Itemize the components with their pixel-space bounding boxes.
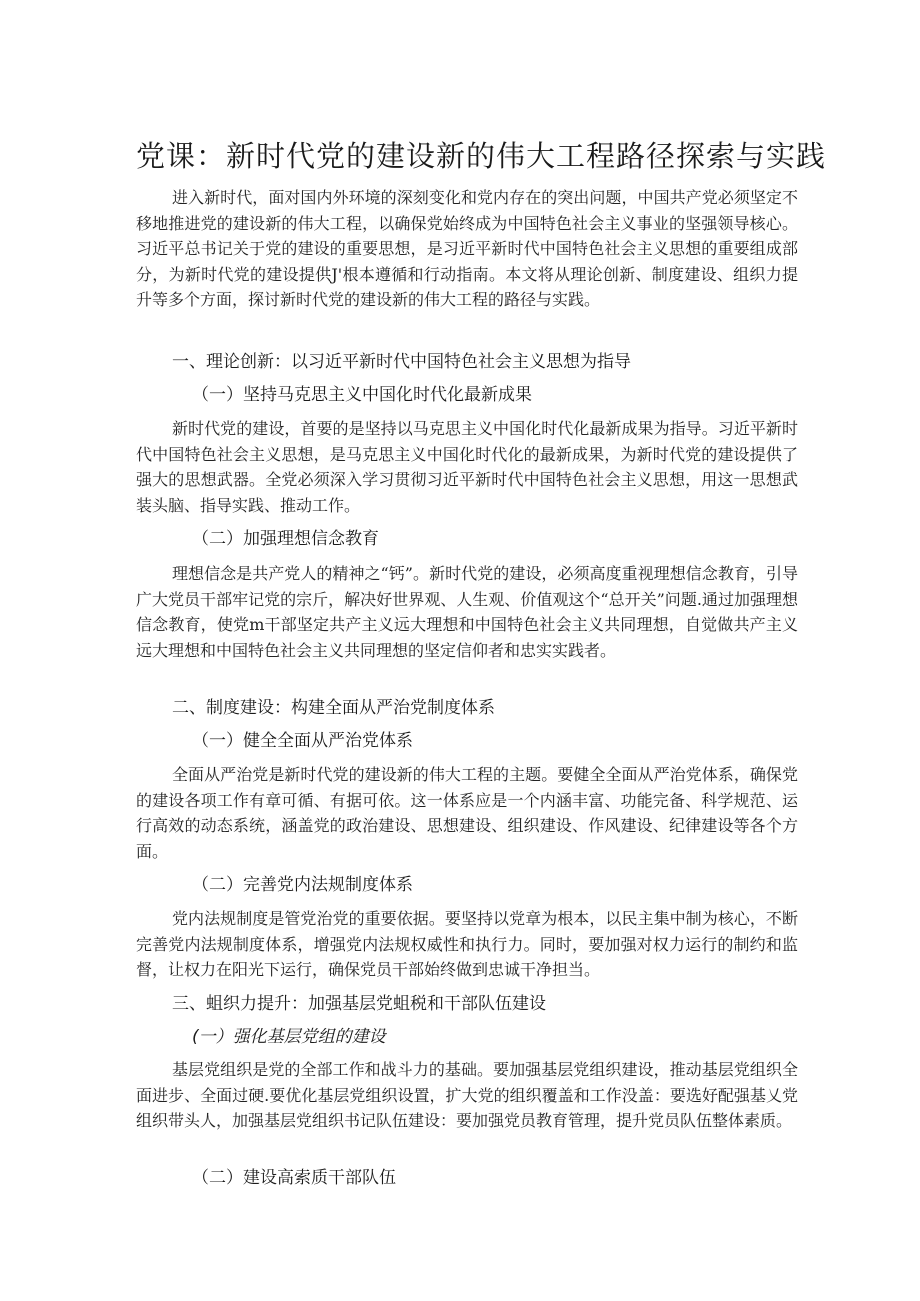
section-1-2-paragraph: 理想信念是共产党人的精神之“钙”。新时代党的建设，必须高度重视理想信念教育，引导广大党员干部牢记党的宗斤，解决好世界观、人生观、价值观这个“总开关”问题.通过加强理想信念教育，使党m干部坚定共产主义远大理想和中国特色社会主义共同理想，自觉做共产主义远大理想和中国特色社会主义共同理想的坚定信仰者和忠实实践者。	[136, 564, 798, 660]
section-2-heading: 二、制度建设：构建全面从严治党制度体系	[172, 698, 495, 718]
section-2-1-paragraph: 全面从严治党是新时代党的建设新的伟大工程的主题。要健全全面从严治党体系，确保党的建设各项工作有章可循、有据可依。这一体系应是一个内涵丰富、功能完备、科学规范、运行高效的动态系统，涵盖党的政治建设、思想建设、组织建设、作风建设、纪律建设等各个方面。	[136, 765, 798, 861]
section-3-1-paragraph: 基层党组织是党的全部工作和战斗力的基础。要加强基层党组织建设，推动基层党组织全面进步、全面过硬.要优化基层党组织设置，扩大党的组织覆盖和工作没盖：要选好配强基乂党组织带头人，加强基层党组织书记队伍建设：要加强党员教育管理，提升党员队伍整体素质。	[136, 1060, 798, 1130]
section-3-heading: 三、蛆织力提升：加强基层党蛆税和干部队伍建设	[172, 994, 546, 1014]
section-3-1-heading: (一）强化基层党组的建设	[192, 1027, 386, 1047]
section-2-2-paragraph: 党内法规制度是管党治党的重要依据。要坚持以党章为根本，以民主集中制为核心，不断完善党内法规制度体系，增强党内法规权威性和执行力。同时，要加强对权力运行的制约和监督，让权力在阳光下运行，确保党员干部始终做到忠诚干净担当。	[136, 909, 798, 979]
section-1-2-heading: （二）加强理想信念教育	[192, 529, 379, 549]
section-2-1-heading: （一）健全全面从严治党体系	[192, 731, 413, 751]
section-1-1-paragraph: 新时代党的建设，首要的是坚持以马克思主义中国化时代化最新成果为指导。习近平新时代中国特色社会主义思想，是马克思主义中国化时代化的最新成果，为新时代党的建设提供了强大的思想武器。全党必须深入学习贯彻习近平新时代中国特色社会主义思想，用这一思想武装头脑、指导实践、推动工作。	[136, 419, 798, 515]
section-3-2-heading: （二）建设高索质干部队伍	[192, 1168, 396, 1188]
section-1-1-heading: （一）坚持马克思主义中国化时代化最新成果	[192, 385, 532, 405]
intro-paragraph: 进入新时代，面对国内外环境的深刻变化和党内存在的突出问题，中国共产党必须坚定不移地推进党的建设新的伟大工程，以确保党始终成为中国特色社会主义事业的坚强领导核心。习近平总书记关于党的建设的重要思想，是习近平新时代中国特色社会主义思想的重要组成部分，为新时代党的建设提供J'根本遵循和行动指南。本文将从理论创新、制度建设、组织力提升等多个方面，探讨新时代党的建设新的伟大工程的路径与实践。	[136, 188, 798, 309]
document-title: 党课：新时代党的建设新的伟大工程路径探索与实践	[136, 139, 827, 173]
section-2-2-heading: （二）完善党内法规制度体系	[192, 875, 413, 895]
section-1-heading: 一、理论创新：以习近平新时代中国特色社会主义思想为指导	[172, 352, 631, 372]
